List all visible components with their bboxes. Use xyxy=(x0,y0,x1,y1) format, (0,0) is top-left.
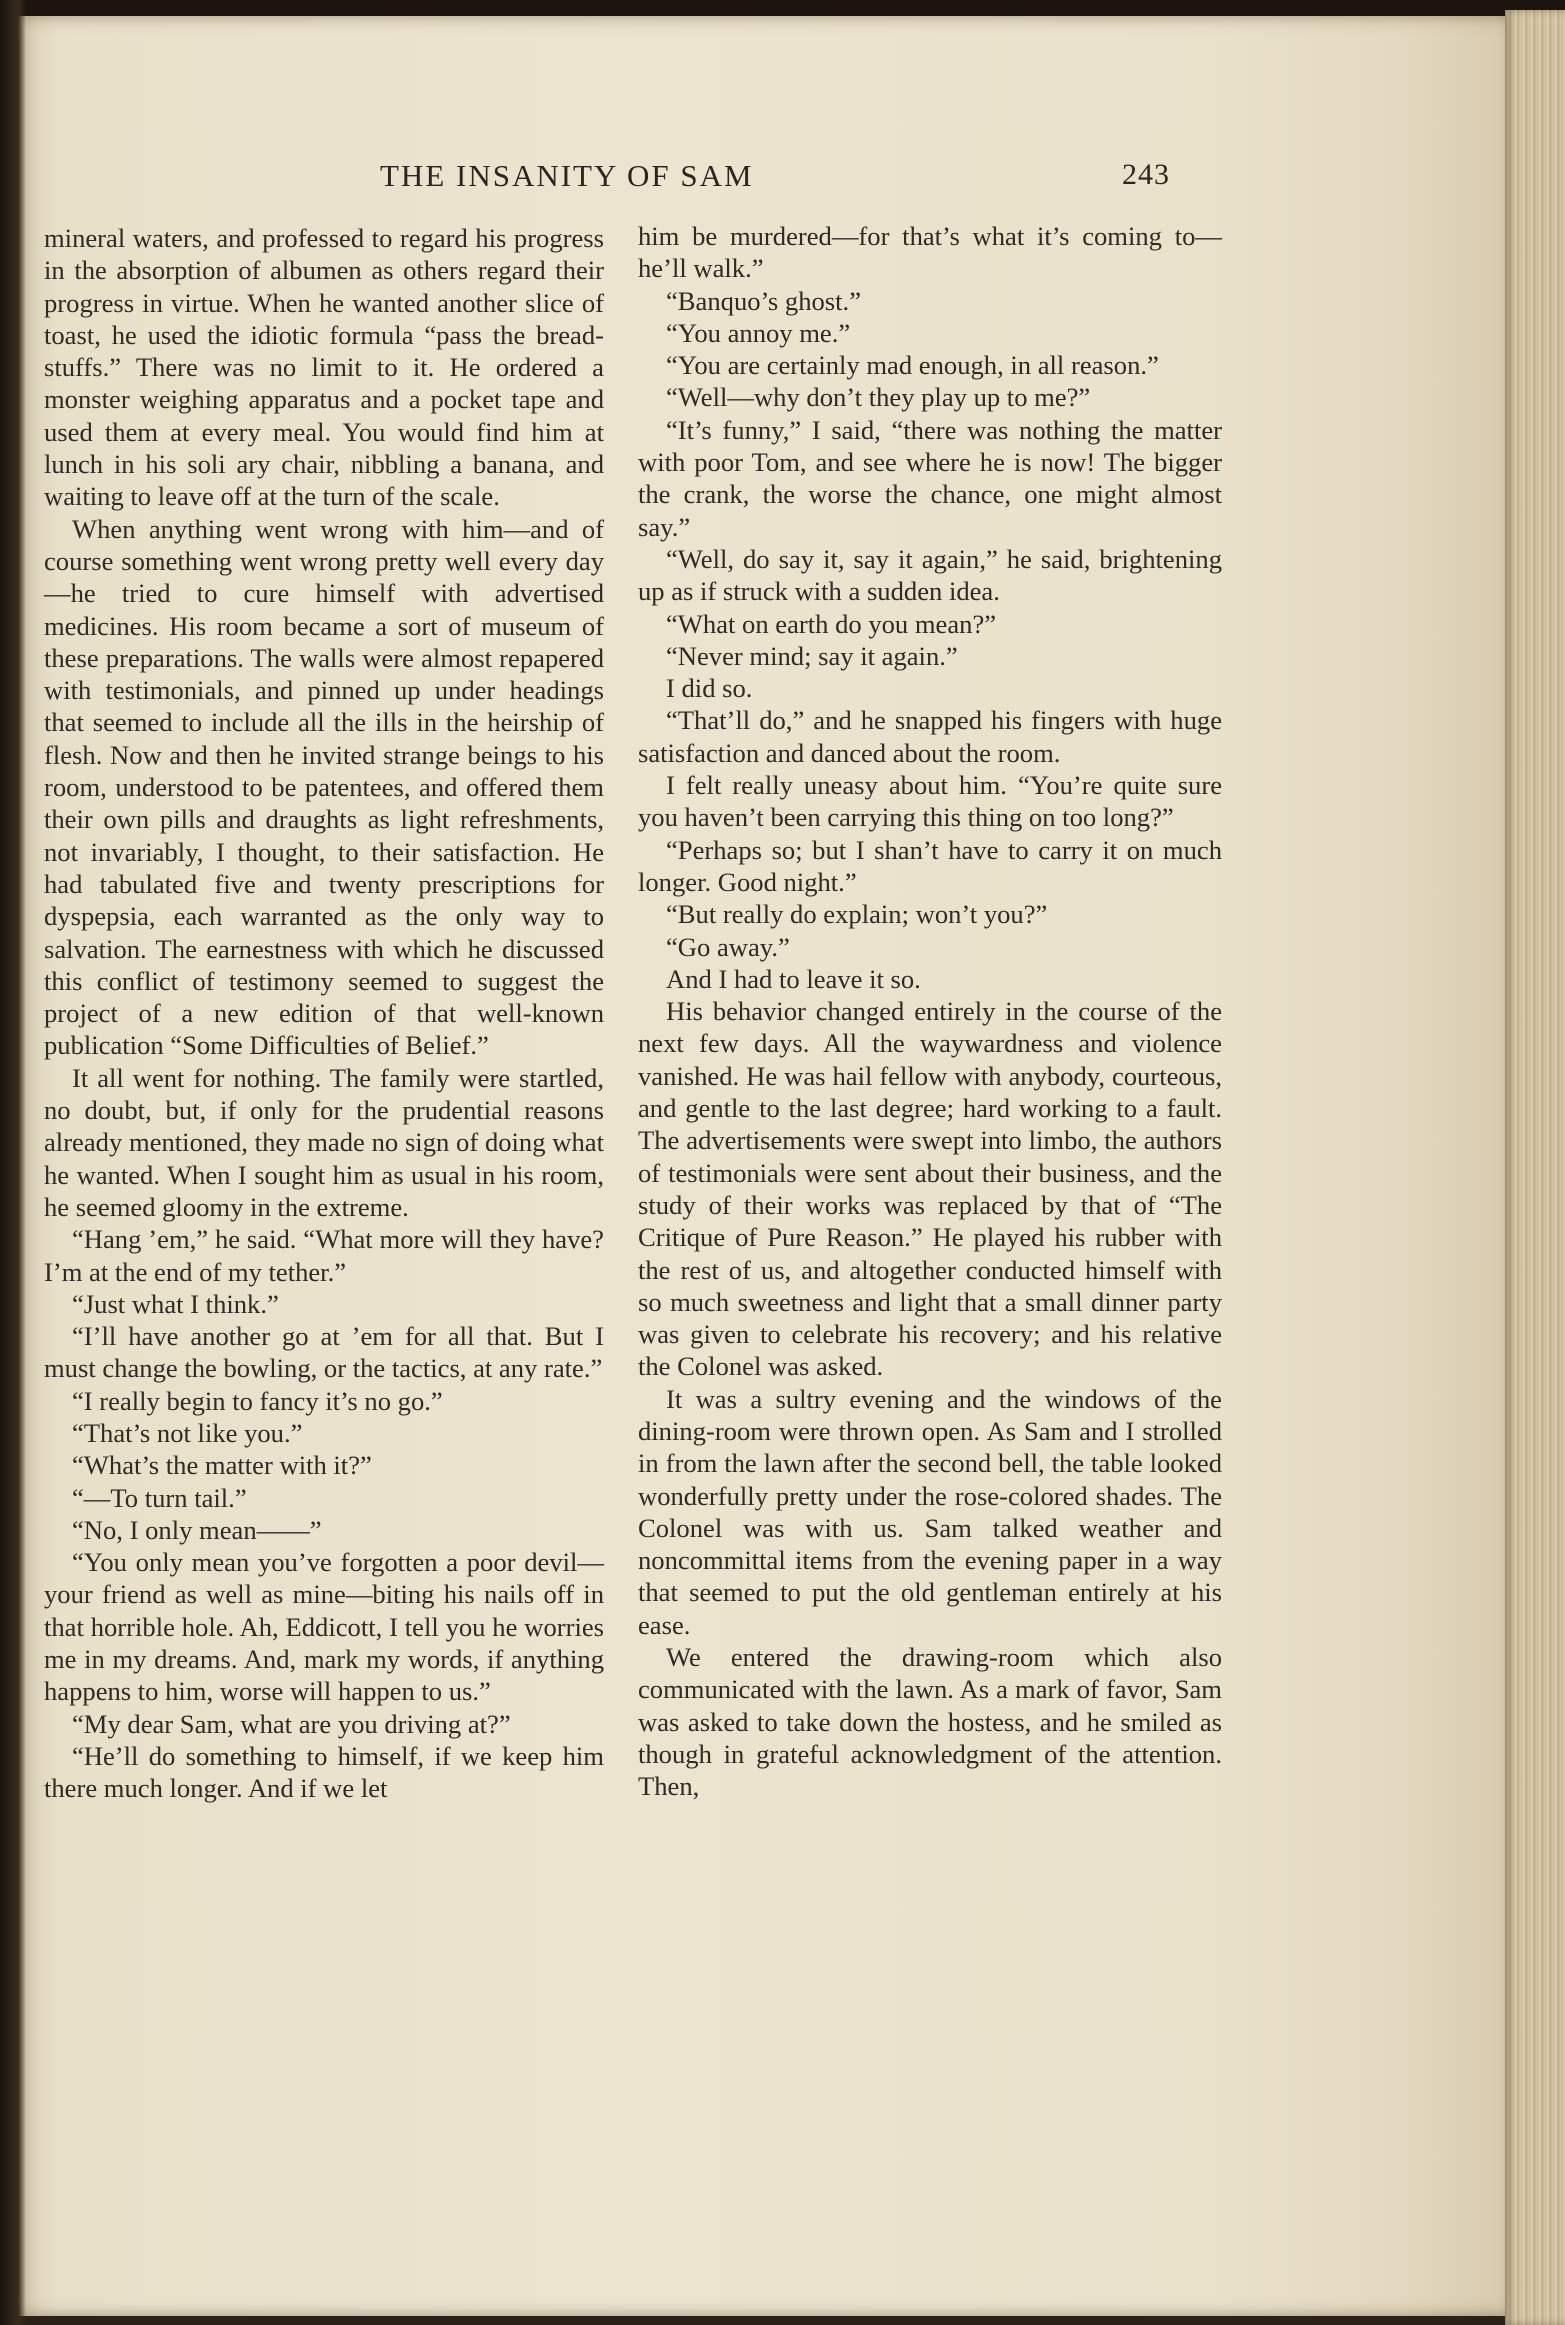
paragraph: “Never mind; say it again.” xyxy=(666,640,958,671)
left-column xyxy=(44,222,604,1805)
paragraph: “I’ll have another go at ’em for all that. But I must change the bowling, or the tactics, at any rate.” xyxy=(44,1321,604,1384)
paragraph: “He’ll do something to himself, if we keep him there much longer. And if we let xyxy=(44,1740,604,1804)
paragraph: “You annoy me.” xyxy=(666,317,851,348)
paragraph: “It’s funny,” I said, “there was nothing the matter with poor Tom, and see where he is now! The bigger the crank, the worse the chance, one might almost say.” xyxy=(638,414,1222,542)
paragraph: “You are certainly mad enough, in all reason.” xyxy=(666,350,1159,381)
paragraph: His behavior changed entirely in the course of the next few days. All the waywardness and violence vanished. He was hail fellow with anybody, courteous, and gentle to the last degree; hard working to a fault. The advertisements were swept into limbo, the authors of testimonials were sent about their business, and the study of their works was replaced by that of “The Critique of Pure Reason.” He played his rubber with the rest of us, and altogether conducted himself with so much sweetness and light that a small dinner party was given to celebrate his recovery; and his relative the Colonel was asked. xyxy=(638,996,1222,1382)
paragraph: “That’ll do,” and he snapped his fingers with huge satisfaction and danced about the room. xyxy=(638,705,1222,768)
paragraph: “Hang ’em,” he said. “What more will they have? I’m at the end of my tether.” xyxy=(44,1224,604,1287)
paragraph: “Perhaps so; but I shan’t have to carry it on much longer. Good night.” xyxy=(638,834,1222,897)
paragraph: him be murdered—for that’s what it’s coming to—he’ll walk.” xyxy=(638,221,1222,284)
binding-gutter xyxy=(0,0,26,2325)
paragraph: “But really do explain; won’t you?” xyxy=(666,899,1048,930)
paragraph: “What on earth do you mean?” xyxy=(666,608,997,639)
paragraph: “What’s the matter with it?” xyxy=(72,1450,372,1481)
page-number: 243 xyxy=(1122,158,1170,191)
paragraph: “Well—why don’t they play up to me?” xyxy=(666,382,1091,413)
paragraph: “Banquo’s ghost.” xyxy=(666,285,861,316)
paragraph: I felt really uneasy about him. “You’re quite sure you haven’t been carrying this thing on too long?” xyxy=(638,770,1222,833)
paragraph: “Go away.” xyxy=(666,931,790,962)
paragraph: We entered the drawing-room which also communicated with the lawn. As a mark of favor, Sam was asked to take down the hostess, and he smiled as though in grateful acknowledgment of the attention. Then, xyxy=(638,1642,1222,1802)
paragraph: When anything went wrong with him—and of course something went wrong pretty well every day—he tried to cure himself with advertised medicines. His room became a sort of museum of these preparations. The walls were almost repapered with testimonials, and pinned up under headings that seemed to include all the ills in the heirship of flesh. Now and then he invited strange beings to his room, understood to be patentees, and offered them their own pills and draughts as light refreshments, not invariably, I thought, to their satisfaction. He had tabulated five and twenty prescriptions for dyspepsia, each warranted as the only way to salvation. The earnestness with which he discussed this conflict of testimony seemed to suggest the project of a new edition of that well-known publication “Some Difficulties of Belief.” xyxy=(44,513,604,1061)
paragraph: I did so. xyxy=(666,673,753,704)
paragraph: “You only mean you’ve forgotten a poor devil—your friend as well as mine—biting his nails off in that horrible hole. Ah, Eddicott, I tell you he worries me in my dreams. And, mark my words, if anything happens to him, worse will happen to us.” xyxy=(44,1547,604,1707)
paragraph: “Just what I think.” xyxy=(72,1288,279,1319)
paragraph: “—To turn tail.” xyxy=(72,1482,247,1513)
right-column xyxy=(638,220,1222,1803)
page-header xyxy=(380,158,1170,206)
running-head: THE INSANITY OF SAM xyxy=(380,158,754,193)
paragraph: “Well, do say it, say it again,” he said, brightening up as if struck with a sudden idea. xyxy=(638,543,1222,607)
paragraph: “That’s not like you.” xyxy=(72,1417,303,1448)
paragraph: It all went for nothing. The family were startled, no doubt, but, if only for the prudential reasons already mentioned, they made no sign of doing what he wanted. When I sought him as usual in his room, he seemed gloomy in the extreme. xyxy=(44,1062,604,1222)
paragraph: “My dear Sam, what are you driving at?” xyxy=(72,1708,511,1739)
paragraph: It was a sultry evening and the windows of the dining-room were thrown open. As Sam and I strolled in from the lawn after the second bell, the table looked wonderfully pretty under the rose-colored shades. The Colonel was with us. Sam talked weather and noncommittal items from the evening paper in a way that seemed to put the old gentleman entirely at his ease. xyxy=(638,1383,1222,1640)
paragraph: And I had to leave it so. xyxy=(666,963,921,994)
paragraph: mineral waters, and professed to regard his progress in the absorption of albumen as others regard their progress in virtue. When he wanted another slice of toast, he used the idiotic formula “pass the bread-stuffs.” There was no limit to it. He ordered a monster weighing apparatus and a pocket tape and used them at every meal. You would find him at lunch in his soli ary chair, nibbling a banana, and waiting to leave off at the turn of the scale. xyxy=(44,223,604,512)
paragraph: “I really begin to fancy it’s no go.” xyxy=(72,1385,443,1416)
page-edges xyxy=(1505,10,1565,2325)
paragraph: “No, I only mean——” xyxy=(72,1514,322,1545)
